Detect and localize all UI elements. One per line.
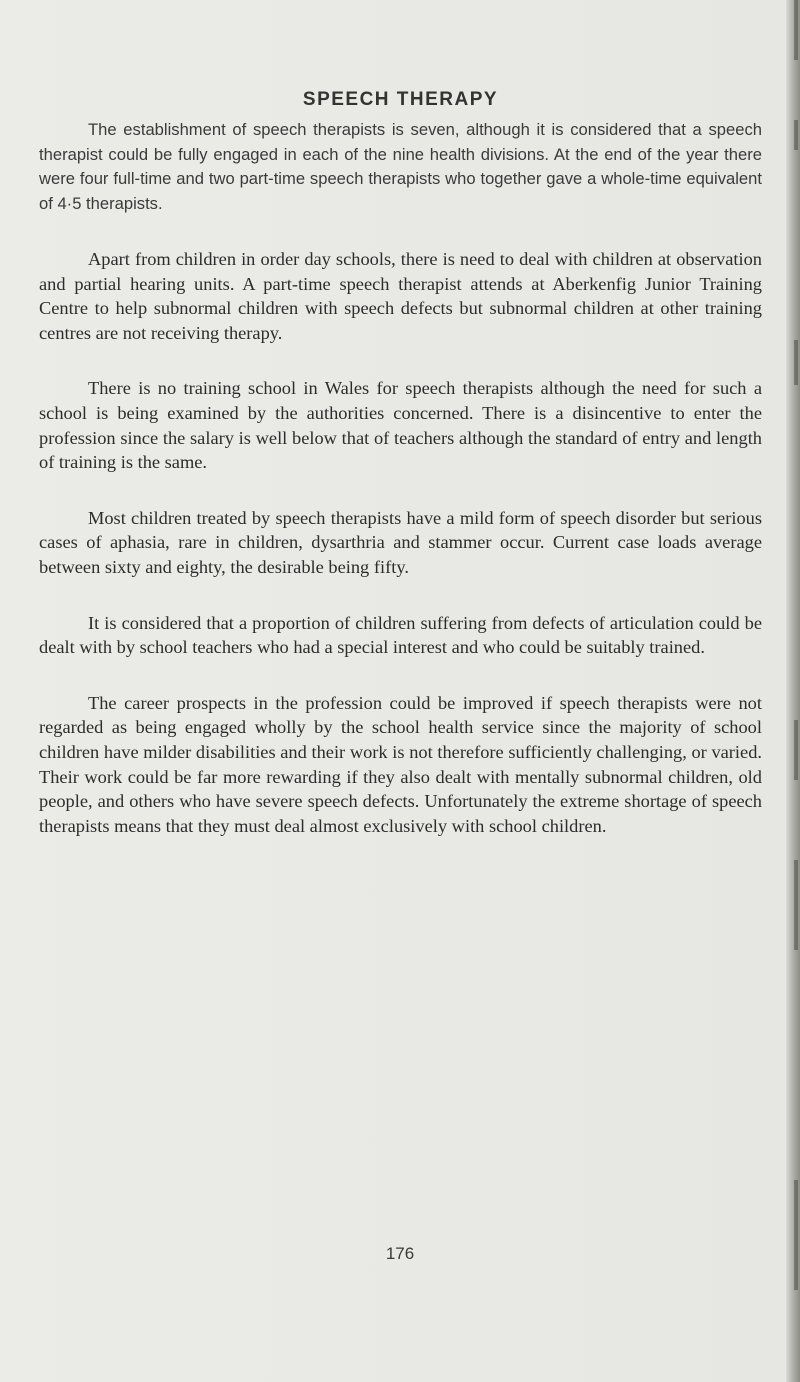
- paragraph-articulation: It is considered that a proportion of children suffering from defects of articulation could be dealt with by school teachers who had a special interest and who could be suitably trained.: [39, 612, 762, 658]
- paragraph-establishment: The establishment of speech therapists is seven, although it is considered that a speech therapist could be fully engaged in each of the nine health divisions. At the end of the year there were four full-time and two part-time speech therapists who together gave a whole-time equivalent of 4·5 therapists.: [39, 120, 762, 213]
- binding-shadow-mark: [794, 1180, 798, 1290]
- page-number: 176: [385, 1244, 415, 1263]
- binding-shadow-mark: [794, 120, 798, 150]
- paragraph-career-prospects: The career prospects in the profession could be improved if speech therapists were not regarded as being engaged wholly by the school health service since the majority of school children have milder disabilities and their work is not therefore sufficiently challenging, or varied. Their work could be far more rewarding if they also dealt with mentally subnormal children, old people, and others who have severe speech defects. Unfortunately the extreme shortage of speech therapists means that they must deal almost exclusively with school children.: [39, 692, 762, 836]
- page-binding-edge: [786, 0, 800, 1382]
- paragraph-case-loads: Most children treated by speech therapists have a mild form of speech disorder but serious cases of aphasia, rare in children, dysarthria and stammer occur. Current case loads average between sixty and eighty, the desirable being fifty.: [39, 507, 762, 577]
- paragraph-special-units: Apart from children in order day schools, there is need to deal with children at observation and partial hearing units. A part-time speech therapist attends at Aberkenfig Junior Training Centre to help subnormal children with speech defects but subnormal children at other training centres are not receiving therapy.: [39, 249, 762, 343]
- page-title: SPEECH THERAPY: [302, 89, 499, 110]
- paragraph-training-school: There is no training school in Wales for speech therapists although the need for such a school is being examined by the authorities concerned. There is a disincentive to enter the profession since the salary is well below that of teachers although the standard of entry and length of training is the same.: [39, 378, 762, 473]
- binding-shadow-mark: [794, 340, 798, 385]
- binding-shadow-mark: [794, 720, 798, 780]
- document-body: [39, 88, 762, 869]
- binding-shadow-mark: [794, 0, 798, 60]
- binding-shadow-mark: [794, 860, 798, 950]
